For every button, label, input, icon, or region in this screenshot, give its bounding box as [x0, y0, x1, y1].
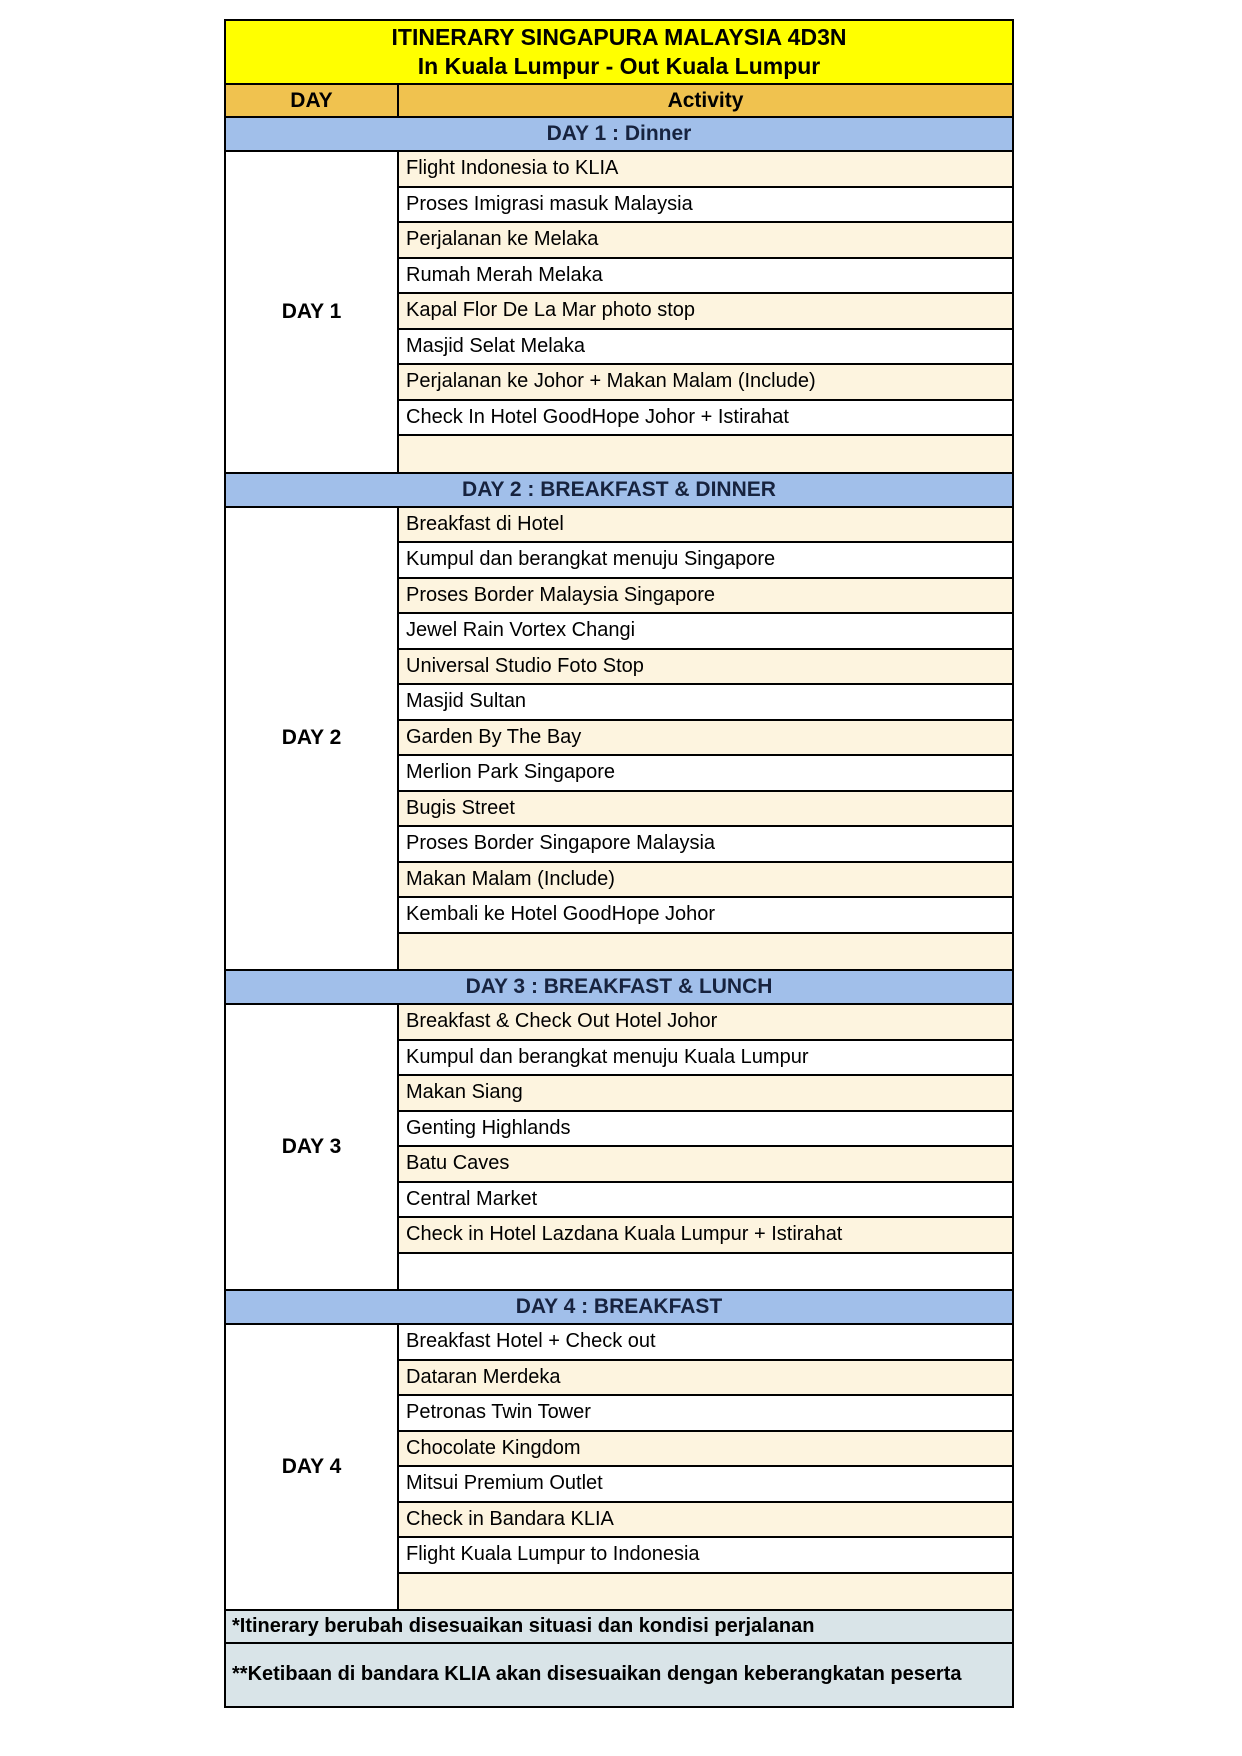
activity-row — [399, 1325, 1012, 1361]
footnote-row-1 — [226, 1611, 1012, 1644]
activity-text: Batu Caves — [406, 1152, 510, 1175]
activity-row — [399, 294, 1012, 330]
day-sections — [226, 118, 1012, 1611]
activity-text: Breakfast di Hotel — [406, 512, 564, 535]
activity-text: Chocolate Kingdom — [406, 1436, 581, 1459]
activity-row — [399, 721, 1012, 757]
activity-text: Rumah Merah Melaka — [406, 263, 603, 286]
activity-row-empty — [399, 436, 1012, 472]
activity-text: Jewel Rain Vortex Changi — [406, 619, 636, 642]
activity-row — [399, 152, 1012, 188]
activity-text: Perjalanan ke Johor + Makan Malam (Include) — [406, 370, 816, 393]
activity-text: Perjalanan ke Melaka — [406, 228, 599, 251]
section-header-day-4: DAY 4 : BREAKFAST — [226, 1291, 1012, 1325]
activity-row — [399, 508, 1012, 544]
activity-row — [399, 259, 1012, 295]
activity-row — [399, 1538, 1012, 1574]
day-label-2: DAY 2 — [226, 508, 399, 970]
footnote-row-2 — [226, 1644, 1012, 1706]
activity-text: Central Market — [406, 1187, 538, 1210]
activity-text: Kapal Flor De La Mar photo stop — [406, 299, 696, 322]
activity-text: Dataran Merdeka — [406, 1365, 561, 1388]
activity-row — [399, 863, 1012, 899]
activity-text: Merlion Park Singapore — [406, 761, 615, 784]
column-header-activity: Activity — [667, 88, 744, 112]
activity-text: Flight Indonesia to KLIA — [406, 157, 619, 180]
activity-text: Makan Siang — [406, 1081, 523, 1104]
activity-row — [399, 1361, 1012, 1397]
itinerary-table — [224, 19, 1014, 1708]
activity-row — [399, 650, 1012, 686]
activity-text: Masjid Sultan — [406, 690, 527, 713]
activity-text: Flight Kuala Lumpur to Indonesia — [406, 1543, 700, 1566]
activity-row — [399, 1503, 1012, 1539]
activity-row-empty — [399, 934, 1012, 970]
activity-rows-day-4 — [399, 1325, 1012, 1609]
activity-text: Check in Hotel Lazdana Kuala Lumpur + Istirahat — [406, 1223, 843, 1246]
activity-row — [399, 1396, 1012, 1432]
activity-text: Bugis Street — [406, 796, 515, 819]
footnote-text-1: *Itinerary berubah disesuaikan situasi dan kondisi perjalanan — [232, 1615, 815, 1637]
footnote-text-2: **Ketibaan di bandara KLIA akan disesuaikan dengan keberangkatan peserta — [232, 1663, 962, 1685]
activity-text: Kumpul dan berangkat menuju Kuala Lumpur — [406, 1045, 809, 1068]
day-section-1 — [226, 152, 1012, 474]
activity-row — [399, 1147, 1012, 1183]
activity-rows-day-3 — [399, 1005, 1012, 1289]
section-header-day-2: DAY 2 : BREAKFAST & DINNER — [226, 474, 1012, 508]
activity-row — [399, 1041, 1012, 1077]
activity-row — [399, 792, 1012, 828]
column-header-day: DAY — [226, 85, 399, 116]
section-header-day-3: DAY 3 : BREAKFAST & LUNCH — [226, 971, 1012, 1005]
activity-text: Kumpul dan berangkat menuju Singapore — [406, 548, 776, 571]
day-section-4 — [226, 1325, 1012, 1611]
activity-text: Check in Bandara KLIA — [406, 1507, 614, 1530]
activity-row-empty — [399, 1254, 1012, 1290]
activity-text: Breakfast & Check Out Hotel Johor — [406, 1010, 718, 1033]
activity-row — [399, 1467, 1012, 1503]
day-section-3 — [226, 1005, 1012, 1291]
activity-text: Proses Border Singapore Malaysia — [406, 832, 716, 855]
activity-row — [399, 756, 1012, 792]
activity-row — [399, 543, 1012, 579]
activity-row — [399, 1112, 1012, 1148]
activity-text: Proses Imigrasi masuk Malaysia — [406, 192, 693, 215]
activity-row — [399, 827, 1012, 863]
activity-row — [399, 1005, 1012, 1041]
activity-row — [399, 579, 1012, 615]
activity-row — [399, 1076, 1012, 1112]
activity-text: Mitsui Premium Outlet — [406, 1472, 603, 1495]
activity-text: Proses Border Malaysia Singapore — [406, 583, 716, 606]
activity-row — [399, 685, 1012, 721]
title-line-1: ITINERARY SINGAPURA MALAYSIA 4D3N — [391, 24, 847, 50]
activity-text: Petronas Twin Tower — [406, 1401, 591, 1424]
activity-text: Universal Studio Foto Stop — [406, 654, 644, 677]
activity-text: Garden By The Bay — [406, 725, 582, 748]
title-line-2: In Kuala Lumpur - Out Kuala Lumpur — [417, 53, 821, 79]
activity-text: Check In Hotel GoodHope Johor + Istirahat — [406, 405, 789, 428]
activity-row — [399, 614, 1012, 650]
activity-text: Masjid Selat Melaka — [406, 334, 585, 357]
section-header-day-1: DAY 1 : Dinner — [226, 118, 1012, 152]
activity-text: Makan Malam (Include) — [406, 867, 615, 890]
activity-row — [399, 1432, 1012, 1468]
day-label-1: DAY 1 — [226, 152, 399, 472]
activity-text: Breakfast Hotel + Check out — [406, 1330, 656, 1353]
activity-row — [399, 188, 1012, 224]
activity-rows-day-2 — [399, 508, 1012, 970]
activity-row — [399, 330, 1012, 366]
day-label-4: DAY 4 — [226, 1325, 399, 1609]
activity-text: Genting Highlands — [406, 1116, 571, 1139]
column-header-row — [226, 85, 1012, 118]
activity-row — [399, 401, 1012, 437]
activity-rows-day-1 — [399, 152, 1012, 472]
activity-row — [399, 1218, 1012, 1254]
day-label-3: DAY 3 — [226, 1005, 399, 1289]
day-section-2 — [226, 508, 1012, 972]
table-title — [226, 21, 1012, 85]
activity-row-empty — [399, 1574, 1012, 1610]
activity-row — [399, 1183, 1012, 1219]
activity-row — [399, 898, 1012, 934]
activity-text: Kembali ke Hotel GoodHope Johor — [406, 903, 716, 926]
activity-row — [399, 223, 1012, 259]
activity-row — [399, 365, 1012, 401]
